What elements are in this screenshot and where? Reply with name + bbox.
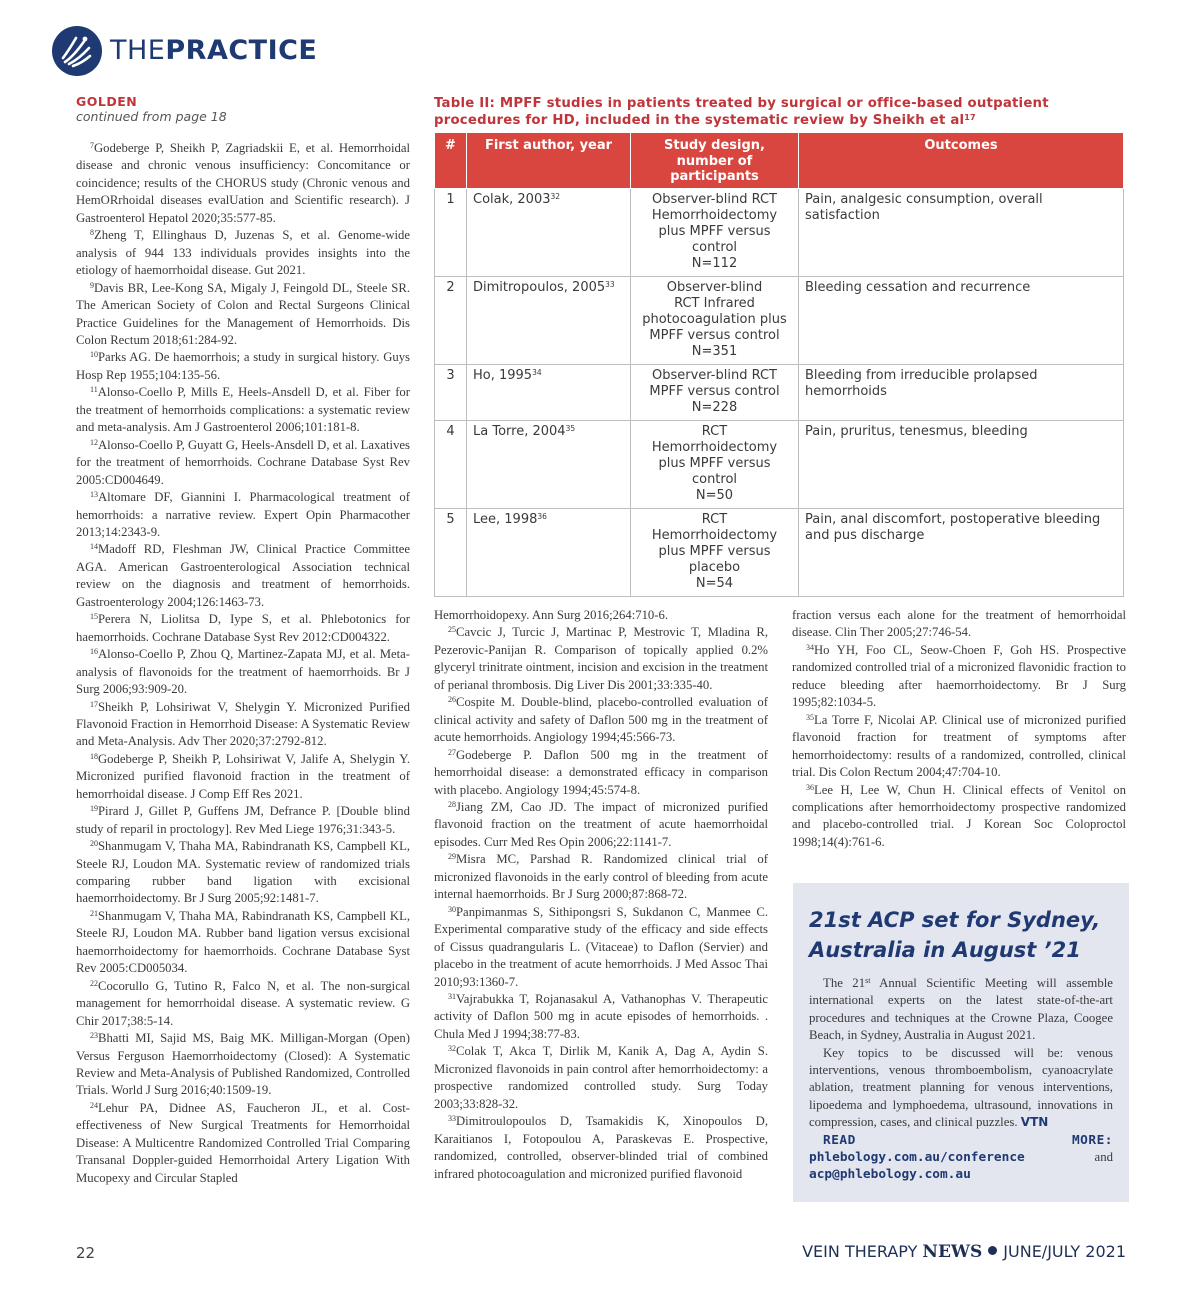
cell-author xyxy=(467,508,631,596)
design-line: Hemorrhoidectomy xyxy=(651,439,778,455)
design-line: Observer-blind RCT xyxy=(652,191,777,207)
reference-item xyxy=(434,694,768,746)
reference-item xyxy=(434,1113,768,1183)
reference-number: 34 xyxy=(806,642,814,652)
reference-continuation: fraction versus each alone for the treatment of hemorrhoidal disease. Clin Ther 2005;27:746-54. xyxy=(792,608,1126,640)
header-outcomes: Outcomes xyxy=(799,133,1124,189)
hand-leaf-logo-icon xyxy=(52,26,102,76)
reference-column-3 xyxy=(792,607,1126,851)
acp-body xyxy=(809,975,1113,1184)
reference-number: 20 xyxy=(90,839,98,849)
acp-paragraph-1 xyxy=(809,975,1113,1045)
reference-text: Alonso-Coello P, Guyatt G, Heels-Ansdell D, et al. Laxatives for the treatment of hemorrhoids. Cochrane Database Syst Rev 2005:CD004649. xyxy=(76,437,410,487)
studies-table xyxy=(434,132,1124,597)
reference-item xyxy=(434,624,768,694)
reference-text: Perera N, Liolitsa D, Iype S, et al. Phlebotonics for haemorrhoids. Cochrane Database Syst Rev 2012:CD004322. xyxy=(76,612,410,644)
cell-author xyxy=(467,188,631,276)
design-line: Hemorrhoidectomy xyxy=(651,527,778,543)
reference-item xyxy=(434,1043,768,1113)
reference-item xyxy=(76,908,410,978)
table-row xyxy=(435,364,1124,420)
table-row xyxy=(435,276,1124,364)
reference-item xyxy=(76,646,410,698)
reference-item xyxy=(76,803,410,838)
reference-column-2 xyxy=(434,607,768,1183)
cell-outcomes: Pain, analgesic consumption, overall satisfaction xyxy=(799,188,1124,276)
reference-number: 22 xyxy=(90,978,98,988)
author-ref: 35 xyxy=(565,423,576,433)
header-num: # xyxy=(435,133,467,189)
author-ref: 36 xyxy=(537,511,547,521)
reference-number: 32 xyxy=(448,1044,456,1054)
author-ref: 32 xyxy=(550,191,561,201)
table-row xyxy=(435,420,1124,508)
reference-text: Colak T, Akca T, Dirlik M, Kanik A, Dag A, Aydin S. Micronized flavonoids in pain control after hemorrhoidectomy: a prospective randomized controlled study. Surg Today 2003;33:828-32. xyxy=(434,1044,768,1111)
reference-item xyxy=(792,712,1126,782)
reference-text: Godeberge P. Daflon 500 mg in the treatment of hemorrhoidal disease: a demonstrated efficacy in comparison with placebo. Angiology 1994;45:574-8. xyxy=(434,747,768,797)
reference-item xyxy=(76,280,410,350)
vtn-tag: VTN xyxy=(1020,1115,1049,1130)
reference-text: Cocorullo G, Tutino R, Falco N, et al. The non-surgical management for hemorrhoidal disease. A systematic review. G Chir 2017;38:5-14. xyxy=(76,978,410,1028)
cell-num: 4 xyxy=(435,420,467,508)
reference-text: Alonso-Coello P, Zhou Q, Martinez-Zapata MJ, et al. Meta-analysis of flavonoids for the treatment of haemorrhoids. Br J Surg 2006;93:909-20. xyxy=(76,647,410,697)
masthead-logo-text xyxy=(110,34,317,68)
reference-text: Bhatti MI, Sajid MS, Baig MK. Milligan-Morgan (Open) Versus Ferguson Haemorrhoidectomy (Closed): A Systematic Review and Meta-Analysis of Published Randomized, Controlled Trials. World J Surg 2016;40:1509-19. xyxy=(76,1031,410,1098)
reference-item xyxy=(76,978,410,1030)
cell-design xyxy=(631,364,799,420)
acp-title-line1: 21st ACP set for Sydney, xyxy=(809,908,1101,932)
reference-text: Vajrabukka T, Rojanasakul A, Vathanophas V. Therapeutic activity of Daflon 500 mg in acute episodes of hemorrhoids. . Chula Med J 1994;38:77-83. xyxy=(434,991,768,1041)
reference-number: 31 xyxy=(448,991,456,1001)
reference-number: 16 xyxy=(90,647,98,657)
reference-item xyxy=(76,541,410,611)
reference-number: 11 xyxy=(90,385,98,395)
reference-item xyxy=(76,489,410,541)
reference-item xyxy=(76,1030,410,1100)
reference-item xyxy=(76,349,410,384)
reference-text: Sheikh P, Lohsiriwat V, Shelygin Y. Micronized Purified Flavonoid Fraction in Hemorrhoid Disease: A Systematic Review and Meta-Analysis. Adv Ther 2020;37:2792-812. xyxy=(76,699,410,749)
cell-num: 2 xyxy=(435,276,467,364)
reference-column-1 xyxy=(76,140,410,1187)
reference-number: 8 xyxy=(90,228,94,238)
design-line: control xyxy=(691,239,738,255)
reference-item xyxy=(434,904,768,991)
reference-number: 36 xyxy=(806,782,814,792)
reference-text: Ho YH, Foo CL, Seow-Choen F, Goh HS. Prospective randomized controlled trial of a micronized flavonidic fraction to reduce bleeding after haemorrhoidectomy. Br J Surg 1995;82:1034-5. xyxy=(792,642,1126,710)
table-body xyxy=(435,188,1124,596)
design-line: MPFF versus control xyxy=(649,383,780,399)
cell-design xyxy=(631,276,799,364)
table-title-text: Table II: MPFF studies in patients treated by surgical or office-based outpatient procedures for HD, included in the systematic review by Sheikh et al xyxy=(434,96,1049,128)
reference-item xyxy=(76,1100,410,1187)
reference-number: 35 xyxy=(806,712,814,722)
author-text: Colak, 2003 xyxy=(473,191,551,207)
design-line: placebo xyxy=(688,559,741,575)
reference-number: 30 xyxy=(448,904,456,914)
reference-text: Lee H, Lee W, Chun H. Clinical effects of Venitol on complications after hemorrhoidectomy prospective randomized and placebo-controlled trial. J Korean Soc Coloproctol 1998;14(4):761-6. xyxy=(792,782,1126,849)
reference-text: Lehur PA, Didnee AS, Faucheron JL, et al. Cost-effectiveness of New Surgical Treatments for Hemorrhoidal Disease: A Multicentre Randomized Controlled Trial Comparing Transanal Doppler-guided Hemorrhoidal Artery Ligation With Mucopexy and Circular Stapled xyxy=(76,1100,410,1185)
design-line: RCT Infrared xyxy=(674,295,755,311)
cell-design xyxy=(631,188,799,276)
cell-author xyxy=(467,276,631,364)
reference-number: 14 xyxy=(90,542,98,552)
table-header-row xyxy=(435,133,1124,189)
reference-text: Madoff RD, Fleshman JW, Clinical Practice Committee AGA. American Gastroenterological Association technical review on the diagnosis and treatment of hemorrhoids. Gastroenterology 2004;126:1463-73. xyxy=(76,542,410,609)
reference-text: Altomare DF, Giannini I. Pharmacological treatment of hemorrhoids: a narrative review. Expert Opin Pharmacother 2013;14:2343-9. xyxy=(76,490,410,539)
reference-item xyxy=(434,747,768,799)
reference-item xyxy=(434,851,768,903)
reference-text: Zheng T, Ellinghaus D, Juzenas S, et al. Genome-wide analysis of 944 133 individuals provides insights into the etiology of haemorrhoidal disease. Gut 2021. xyxy=(76,228,410,278)
bullet-dot-icon xyxy=(988,1246,997,1255)
table-title-ref: 17 xyxy=(964,113,976,122)
acp-announcement-box xyxy=(793,883,1129,1202)
reference-item xyxy=(76,838,410,908)
publication-name-a: VEIN THERAPY xyxy=(802,1242,923,1261)
cell-outcomes: Bleeding cessation and recurrence xyxy=(799,276,1124,364)
design-line: N=112 xyxy=(691,255,738,271)
cell-num: 5 xyxy=(435,508,467,596)
design-line: N=351 xyxy=(691,343,738,359)
acp-read-more xyxy=(809,1132,1113,1184)
reference-item xyxy=(76,751,410,803)
author-ref: 34 xyxy=(532,367,542,377)
acp-p1-a: The 21 xyxy=(823,976,866,990)
reference-number: 18 xyxy=(90,751,98,761)
table-title xyxy=(434,95,1126,129)
reference-item xyxy=(76,384,410,436)
header-author: First author, year xyxy=(467,133,631,189)
design-line: control xyxy=(691,471,738,487)
author-ref: 33 xyxy=(605,279,615,289)
reference-item xyxy=(76,699,410,751)
logo-light: THE xyxy=(110,35,166,66)
author-text: Dimitropoulos, 2005 xyxy=(473,279,606,295)
reference-number: 17 xyxy=(90,699,98,709)
author-text: Lee, 1998 xyxy=(473,511,538,527)
reference-text: Misra MC, Parshad R. Randomized clinical trial of micronized flavonoids in the early control of bleeding from acute internal haemorrhoids. Br J Surg 2000;87:868-72. xyxy=(434,852,768,902)
acp-p2-text: Key topics to be discussed will be: venous interventions, venous thromboembolism, cyanoacrylate ablation, treatment planning for venous interventions, lipoedema and lymphoedema, ultrasound, innovations in compression, cases, and clinical puzzles. xyxy=(809,1045,1113,1130)
reference-item xyxy=(76,437,410,489)
reference-number: 9 xyxy=(90,280,94,290)
reference-number: 23 xyxy=(90,1031,98,1041)
reference-number: 26 xyxy=(448,695,456,705)
reference-text: Godeberge P, Sheikh P, Zagriadskii E, et al. Hemorrhoidal disease and chronic venous insufficiency: Concomitance or coincidence; results of the CHORUS study (Chronic venous and HemORrhoidal diseases evalUation and Scientific research). J Gastroenterol Hepatol 2020;35:577-85. xyxy=(76,141,410,225)
reference-text: Shanmugam V, Thaha MA, Rabindranath KS, Campbell KL, Steele RJ, Loudon MA. Systematic review of randomized trials comparing rubber band ligation with excisional haemorrhoidectomy. Br J Surg 2005;92:1481-7. xyxy=(76,839,410,906)
issue-date: JUNE/JULY 2021 xyxy=(1003,1242,1126,1261)
cell-author xyxy=(467,420,631,508)
cell-outcomes: Pain, pruritus, tenesmus, bleeding xyxy=(799,420,1124,508)
reference-continuation: Hemorrhoidopexy. Ann Surg 2016;264:710-6. xyxy=(434,608,668,622)
reference-text: Shanmugam V, Thaha MA, Rabindranath KS, Campbell KL, Steele RJ, Loudon MA. Rubber band ligation versus excisional haemorrhoidectomy for haemorrhoids. Cochrane Database Syst Rev 2005:CD005034. xyxy=(76,908,410,976)
reference-number: 13 xyxy=(90,490,98,500)
reference-text: La Torre F, Nicolai AP. Clinical use of micronized purified flavonoid fraction for treatment of symptoms after hemorrhoidectomy: results of a randomized, controlled, clinical trial. Dis Colon Rectum 2004;47:704-10. xyxy=(792,712,1126,780)
conference-link[interactable]: phlebology.com.au/conference xyxy=(809,1150,1025,1166)
reference-number: 24 xyxy=(90,1100,98,1110)
acp-p1-sup: st xyxy=(865,976,871,985)
reference-number: 15 xyxy=(90,612,98,622)
author-text: Ho, 1995 xyxy=(473,367,533,383)
author-text: La Torre, 2004 xyxy=(473,423,566,439)
and-word: and xyxy=(1094,1150,1113,1165)
table-row xyxy=(435,508,1124,596)
acp-title-line2: Australia in August ’21 xyxy=(809,938,1081,962)
publication-name-b: NEWS xyxy=(922,1242,983,1262)
cell-num: 1 xyxy=(435,188,467,276)
reference-item xyxy=(792,642,1126,712)
design-line: N=50 xyxy=(695,487,734,503)
design-line: MPFF versus control xyxy=(649,327,780,343)
reference-number: 10 xyxy=(90,350,98,360)
reference-number: 25 xyxy=(448,625,456,635)
continued-note: continued from page 18 xyxy=(76,109,227,124)
table-row xyxy=(435,188,1124,276)
reference-item xyxy=(76,140,410,227)
cell-design xyxy=(631,420,799,508)
design-line: plus MPFF versus xyxy=(658,543,771,559)
cell-design xyxy=(631,508,799,596)
acp-title xyxy=(809,905,1113,965)
design-line: RCT xyxy=(701,423,728,439)
reference-text: Panpimanmas S, Sithipongsri S, Sukdanon C, Manmee C. Experimental comparative study of the efficacy and side effects of Cissus quadrangularis L. (Vitaceae) to Daflon (Servier) and placebo in the treatment of acute hemorrhoids. J Med Assoc Thai 2010;93:1360-7. xyxy=(434,904,768,989)
design-line: photocoagulation plus xyxy=(642,311,787,327)
cell-num: 3 xyxy=(435,364,467,420)
design-line: Observer-blind RCT xyxy=(652,367,777,383)
design-line: plus MPFF versus xyxy=(658,223,771,239)
reference-number: 27 xyxy=(448,747,456,757)
reference-item xyxy=(434,799,768,851)
reference-item xyxy=(76,611,410,646)
reference-item xyxy=(76,227,410,279)
acp-p1-b: Annual Scientific Meeting will assemble international experts on the latest state-of-the-art procedures and techniques at the Crowne Plaza, Coogee Beach, in Sydney, Australia in August 2021. xyxy=(809,976,1113,1043)
design-line: N=228 xyxy=(691,399,738,415)
design-line: Observer-blind xyxy=(666,279,763,295)
section-name: GOLDEN xyxy=(76,94,138,109)
reference-text: Cospite M. Double-blind, placebo-controlled evaluation of clinical activity and safety of Daflon 500 mg in the treatment of acute hemorrhoids. Angiology 1994;45:566-73. xyxy=(434,695,768,745)
reference-text: Dimitroulopoulos D, Tsamakidis K, Xinopoulos D, Karaitianos I, Fotopoulou A, Paraskevas E. Prospective, randomized, controlled, observer-blinded trial of combined infrared photocoagulation and micronized purified flavonoid xyxy=(434,1114,768,1181)
design-line: RCT xyxy=(701,511,728,527)
page-number: 22 xyxy=(76,1244,96,1262)
cell-outcomes: Pain, anal discomfort, postoperative bleeding and pus discharge xyxy=(799,508,1124,596)
reference-text: Parks AG. De haemorrhois; a study in surgical history. Guys Hosp Rep 1955;104:135-56. xyxy=(76,350,410,382)
section-heading xyxy=(76,94,410,124)
email-link[interactable]: acp@phlebology.com.au xyxy=(809,1167,971,1183)
reference-number: 12 xyxy=(90,437,98,447)
reference-number: 33 xyxy=(448,1114,456,1124)
reference-text: Godeberge P, Sheikh P, Lohsiriwat V, Jalife A, Shelygin Y. Micronized purified flavonoid fraction in the treatment of hemorrhoidal disease. J Comp Eff Res 2021. xyxy=(76,751,410,801)
header-design: Study design, number of participants xyxy=(631,133,799,189)
reference-text: Jiang ZM, Cao JD. The impact of micronized purified flavonoid fraction on the treatment of acute haemorrhoidal episodes. Curr Med Res Opin 2006;22:1141-7. xyxy=(434,799,768,849)
reference-text: Cavcic J, Turcic J, Martinac P, Mestrovic T, Mladina R, Pezerovic-Panijan R. Comparison of topically applied 0.2% glyceryl trinitrate ointment, incision and excision in the treatment of perianal thrombosis. Dig Liver Dis 2001;33:335-40. xyxy=(434,625,768,692)
acp-paragraph-2 xyxy=(809,1045,1113,1132)
reference-item xyxy=(792,782,1126,852)
reference-number: 19 xyxy=(90,804,98,814)
cell-author xyxy=(467,364,631,420)
publication-footer xyxy=(802,1242,1126,1262)
read-more-label: READ MORE: xyxy=(823,1132,1113,1148)
reference-number: 29 xyxy=(448,852,456,862)
reference-item xyxy=(434,991,768,1043)
reference-number: 7 xyxy=(90,141,94,150)
design-line: N=54 xyxy=(695,575,734,591)
reference-text: Davis BR, Lee-Kong SA, Migaly J, Feingold DL, Steele SR. The American Society of Colon and Rectal Surgeons Clinical Practice Guidelines for the Management of Hemorrhoids. Dis Colon Rectum 2018;61:284-92. xyxy=(76,280,410,347)
reference-text: Pirard J, Gillet P, Guffens JM, Defrance P. [Double blind study of reparil in proctology]. Rev Med Liege 1976;31:343-5. xyxy=(76,804,410,836)
logo-bold: PRACTICE xyxy=(165,35,318,66)
design-line: plus MPFF versus xyxy=(658,455,771,471)
design-line: Hemorrhoidectomy xyxy=(651,207,778,223)
reference-text: Alonso-Coello P, Mills E, Heels-Ansdell D, et al. Fiber for the treatment of hemorrhoids complications: a systematic review and meta-analysis. Am J Gastroenterol 2006;101:181-8. xyxy=(76,385,410,435)
reference-number: 28 xyxy=(448,799,456,809)
cell-outcomes: Bleeding from irreducible prolapsed hemorrhoids xyxy=(799,364,1124,420)
reference-number: 21 xyxy=(90,908,98,918)
